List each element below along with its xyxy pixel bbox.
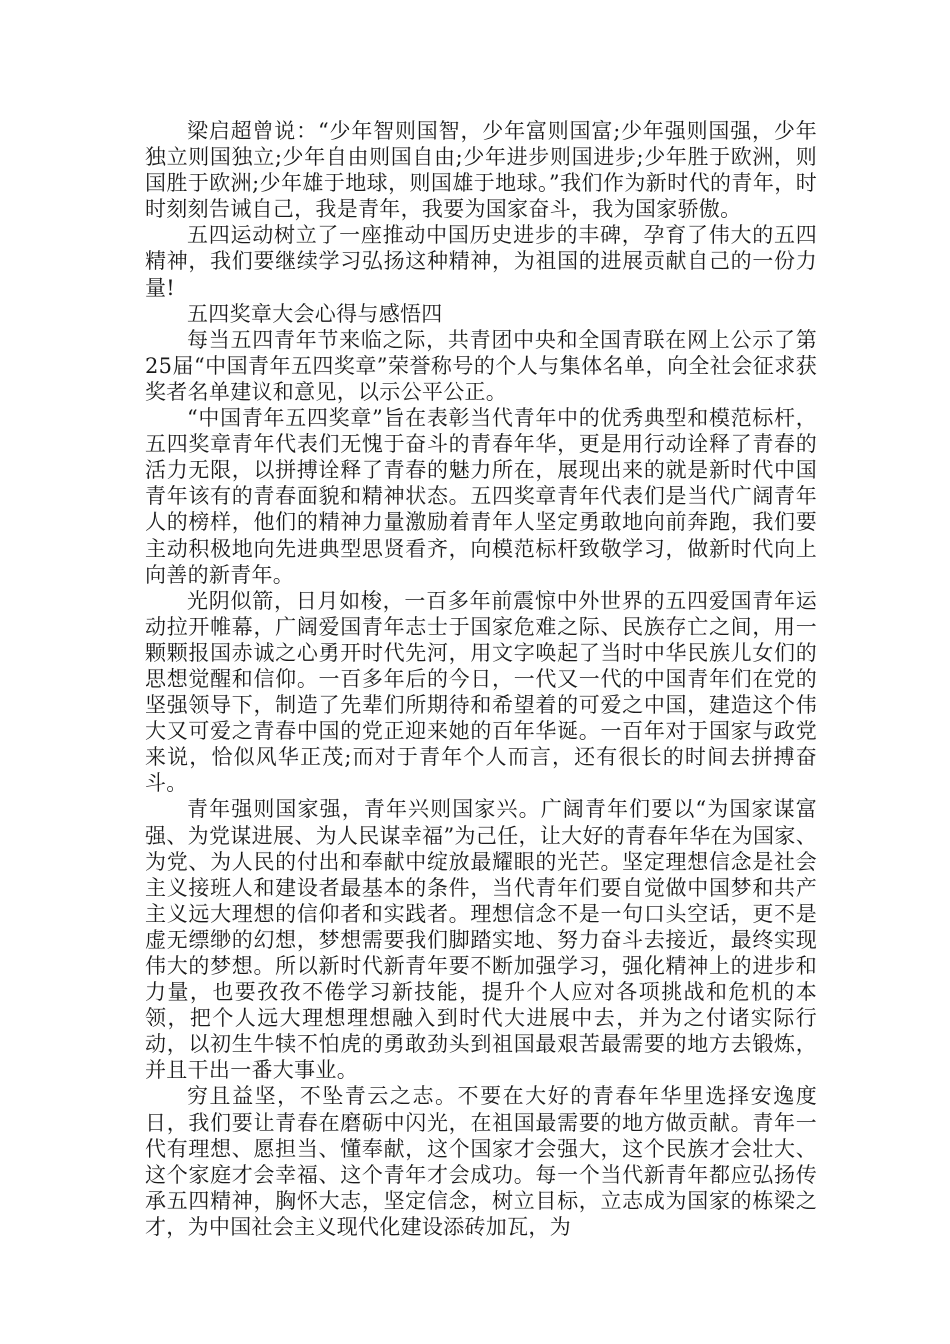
- paragraph-liang-qichao-quote: 梁启超曾说：“少年智则国智，少年富则国富;少年强则国强，少年独立则国独立;少年自由则国自由;少年进步则国进步;少年胜于欧洲，则国胜于欧洲;少年雄于地球，则国雄于地球。”我们作为新时代的青年，时时刻刻告诫自己，我是青年，我要为国家奋斗，我为国家骄傲。: [145, 119, 817, 222]
- paragraph-award-purpose: “中国青年五四奖章”旨在表彰当代青年中的优秀典型和模范标杆，五四奖章青年代表们无愧于奋斗的青春年华，更是用行动诠释了青春的活力无限，以拼搏诠释了青春的魅力所在，展现出来的就是新时代中国青年该有的青春面貌和精神状态。五四奖章青年代表们是当代广阔青年人的榜样，他们的精神力量激励着青年人坚定勇敢地向前奔跑，我们要主动积极地向先进典型思贤看齐，向模范标杆致敬学习，做新时代向上向善的新青年。: [145, 406, 817, 587]
- paragraph-perseverance: 穷且益坚，不坠青云之志。不要在大好的青春年华里选择安逸度日，我们要让青春在磨砺中闪光，在祖国最需要的地方做贡献。青年一代有理想、愿担当、懂奉献，这个国家才会强大，这个民族才会壮大、这个家庭才会幸福、这个青年才会成功。每一个当代新青年都应弘扬传承五四精神，胸怀大志，坚定信念，树立目标，立志成为国家的栋梁之才，为中国社会主义现代化建设添砖加瓦，为: [145, 1084, 817, 1239]
- paragraph-may-fourth-movement: 五四运动树立了一座推动中国历史进步的丰碑，孕育了伟大的五四精神，我们要继续学习弘扬这种精神，为祖国的进展贡献自己的一份力量!: [145, 223, 817, 300]
- paragraph-award-announcement: 每当五四青年节来临之际，共青团中央和全国青联在网上公示了第25届“中国青年五四奖章”荣誉称号的个人与集体名单，向全社会征求获奖者名单建议和意见，以示公平公正。: [145, 327, 817, 404]
- document-page: [145, 118, 817, 1240]
- paragraph-history: 光阴似箭，日月如梭，一百多年前震惊中外世界的五四爱国青年运动拉开帷幕，广阔爱国青年志士于国家危难之际、民族存亡之间，用一颗颗报国赤诚之心勇开时代先河，用文字唤起了当时中华民族儿女们的思想觉醒和信仰。一百多年后的今日，一代又一代的中国青年们在党的坚强领导下，制造了先辈们所期待和希望着的可爱之中国，建造这个伟大又可爱之青春中国的党正迎来她的百年华诞。一百年对于国家与政党来说，恰似风华正茂;而对于青年个人而言，还有很长的时间去拼搏奋斗。: [145, 588, 817, 796]
- paragraph-youth-strong: 青年强则国家强，青年兴则国家兴。广阔青年们要以“为国家谋富强、为党谋进展、为人民谋幸福”为己任，让大好的青春年华在为国家、为党、为人民的付出和奉献中绽放最耀眼的光芒。坚定理想信念是社会主义接班人和建设者最基本的条件，当代青年们要自觉做中国梦和共产主义远大理想的信仰者和实践者。理想信念不是一句口头空话，更不是虚无缥缈的幻想，梦想需要我们脚踏实地、努力奋斗去接近，最终实现伟大的梦想。所以新时代新青年要不断加强学习，强化精神上的进步和力量，也要孜孜不倦学习新技能，提升个人应对各项挑战和危机的本领，把个人远大理想理想融入到时代大进展中去，并为之付诸实际行动，以初生牛犊不怕虎的勇敢劲头到祖国最艰苦最需要的地方去锻炼，并且干出一番大事业。: [145, 797, 817, 1083]
- section-heading: 五四奖章大会心得与感悟四: [187, 301, 443, 326]
